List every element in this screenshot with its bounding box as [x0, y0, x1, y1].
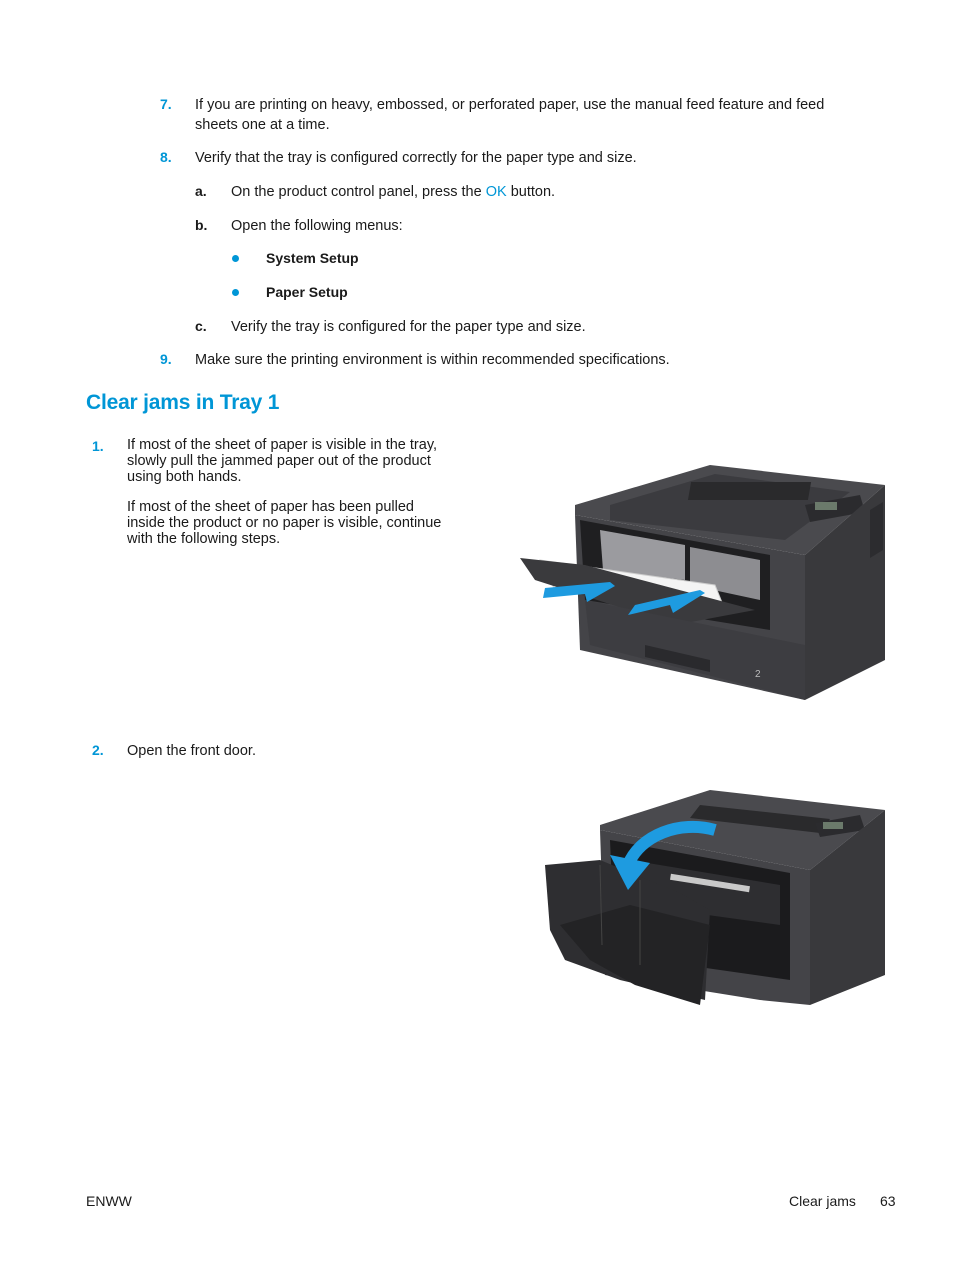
menu-system-setup: System Setup: [266, 250, 359, 266]
step-9-text: Make sure the printing environment is within recommended specifications.: [195, 352, 670, 368]
tray1-step-1-text: If most of the sheet of paper is visible in the tray, slowly pull the jammed paper out of the product using both hands.: [127, 437, 438, 485]
printer-front-door-open-illustration: [540, 785, 890, 1010]
substep-b-text: Open the following menus:: [231, 218, 403, 234]
step-8-text: Verify that the tray is configured correctly for the paper type and size.: [195, 150, 637, 166]
tray1-step-1-number: 1.: [92, 438, 104, 454]
step-8-number: 8.: [160, 149, 172, 165]
substep-a-label: a.: [195, 183, 207, 199]
substep-b-label: b.: [195, 217, 208, 233]
bullet-icon: [232, 289, 239, 296]
substep-c-label: c.: [195, 318, 207, 334]
bullet-icon: [232, 255, 239, 262]
footer-page-number: 63: [880, 1193, 896, 1209]
substep-c-text: Verify the tray is configured for the paper type and size.: [231, 319, 586, 335]
footer-left: ENWW: [86, 1193, 132, 1209]
substep-a-text: On the product control panel, press the OK button.: [231, 184, 556, 200]
step-7-number: 7.: [160, 96, 172, 112]
step-7-text-line2: sheets one at a time.: [195, 117, 330, 133]
tray1-step-2-text: Open the front door.: [127, 743, 256, 759]
ok-button-reference: OK: [485, 184, 507, 200]
footer-section: Clear jams: [789, 1193, 856, 1209]
section-heading: Clear jams in Tray 1: [86, 391, 280, 414]
printer-tray1-jam-illustration: [515, 460, 890, 705]
menu-paper-setup: Paper Setup: [266, 284, 348, 300]
tray-number-label: 2: [755, 669, 761, 680]
step-9-number: 9.: [160, 351, 172, 367]
step-7-text-line1: If you are printing on heavy, embossed, or perforated paper, use the manual feed feature and feed: [195, 97, 825, 113]
tray1-step-2-number: 2.: [92, 742, 104, 758]
tray1-step-1-extra-text: If most of the sheet of paper has been pulled inside the product or no paper is visible, continue with the following steps.: [127, 499, 442, 547]
